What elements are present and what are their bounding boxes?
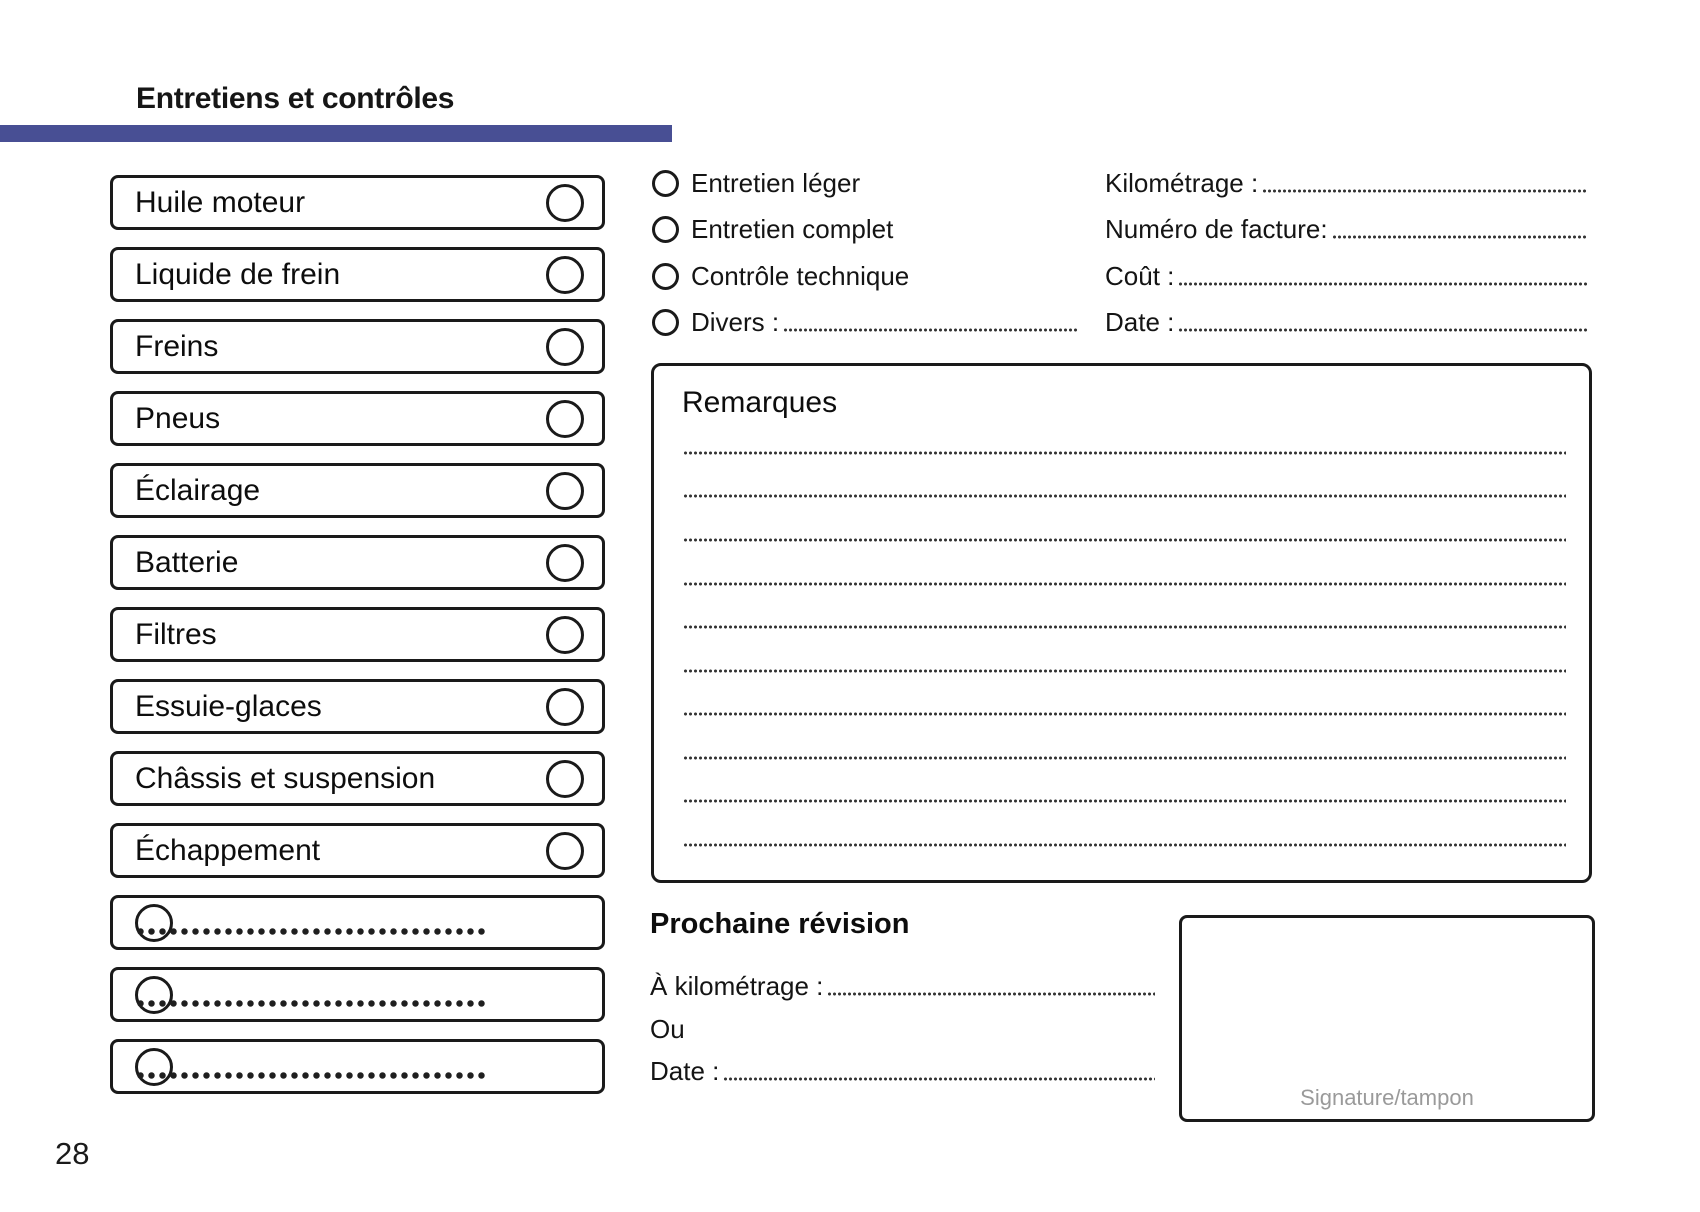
- checklist-item-label: Essuie-glaces: [135, 689, 322, 723]
- field-label: Kilométrage :: [1105, 167, 1259, 198]
- field-row: [1105, 260, 1588, 292]
- radio-circle[interactable]: [652, 309, 679, 336]
- remarks-write-line[interactable]: [683, 582, 1566, 586]
- remarks-write-line[interactable]: [683, 625, 1566, 629]
- service-type-label: Contrôle technique: [691, 260, 910, 291]
- service-type-label: Entretien complet: [691, 213, 894, 244]
- remarks-write-line[interactable]: [683, 451, 1566, 455]
- remarks-box: [651, 363, 1592, 883]
- field-label: Numéro de facture:: [1105, 213, 1328, 244]
- checklist-item-label: Châssis et suspension: [135, 761, 436, 795]
- next-date-write-line[interactable]: [723, 1077, 1155, 1081]
- service-type-row: [652, 260, 1077, 292]
- page-number: 28: [55, 1136, 90, 1171]
- next-service-date-row: [650, 1055, 1155, 1087]
- check-circle[interactable]: [135, 1048, 173, 1086]
- signature-box[interactable]: [1179, 915, 1595, 1122]
- write-in-dots[interactable]: [135, 928, 487, 935]
- page-title: Entretiens et contrôles: [136, 82, 455, 115]
- field-row: [1105, 167, 1588, 199]
- facture-write-line[interactable]: [1332, 235, 1588, 239]
- remarks-write-line[interactable]: [683, 494, 1566, 498]
- field-label: Date :: [1105, 306, 1175, 337]
- checklist-item: [110, 823, 605, 878]
- check-circle[interactable]: [135, 976, 173, 1014]
- remarks-write-line[interactable]: [683, 669, 1566, 673]
- checklist-item: [110, 247, 605, 302]
- checklist-item: [110, 391, 605, 446]
- checklist-item: [110, 175, 605, 230]
- radio-circle[interactable]: [652, 263, 679, 290]
- check-circle[interactable]: [546, 400, 584, 438]
- checklist-item: [110, 463, 605, 518]
- service-type-label: Entretien léger: [691, 167, 861, 198]
- next-service-or-row: [650, 1013, 1155, 1045]
- radio-circle[interactable]: [652, 170, 679, 197]
- check-circle[interactable]: [546, 760, 584, 798]
- checklist-item: [110, 607, 605, 662]
- write-in-dots[interactable]: [135, 1072, 487, 1079]
- signature-label: Signature/tampon: [1300, 1085, 1474, 1110]
- check-circle[interactable]: [546, 688, 584, 726]
- checklist-item-blank: [110, 895, 605, 950]
- checklist-item-label: Batterie: [135, 545, 239, 579]
- next-service-date-label: Date :: [650, 1055, 720, 1086]
- remarks-write-line[interactable]: [683, 712, 1566, 716]
- check-circle[interactable]: [546, 472, 584, 510]
- field-row: [1105, 213, 1588, 245]
- checklist-item-label: Filtres: [135, 617, 217, 651]
- check-circle[interactable]: [135, 904, 173, 942]
- title-accent-bar: [0, 125, 672, 142]
- next-service-or-label: Ou: [650, 1013, 685, 1044]
- checklist-item: [110, 751, 605, 806]
- service-type-row: [652, 213, 1077, 245]
- field-row: [1105, 306, 1588, 338]
- remarks-title: Remarques: [682, 386, 838, 419]
- service-type-label: Divers :: [691, 306, 780, 337]
- checklist-item-label: Échappement: [135, 833, 321, 867]
- check-circle[interactable]: [546, 616, 584, 654]
- service-type-row: [652, 167, 1077, 199]
- checklist-item-label: Éclairage: [135, 473, 261, 507]
- checklist-item-label: Huile moteur: [135, 185, 306, 219]
- checklist-item: [110, 535, 605, 590]
- next-service-km-label: À kilométrage :: [650, 970, 824, 1001]
- check-circle[interactable]: [546, 184, 584, 222]
- next-km-write-line[interactable]: [827, 992, 1155, 996]
- write-in-dots[interactable]: [135, 1000, 487, 1007]
- checklist-item-label: Freins: [135, 329, 219, 363]
- cout-write-line[interactable]: [1178, 282, 1588, 286]
- remarks-write-line[interactable]: [683, 538, 1566, 542]
- checklist-item-blank: [110, 967, 605, 1022]
- remarks-write-line[interactable]: [683, 799, 1566, 803]
- next-service-km-row: [650, 970, 1155, 1002]
- kilometrage-write-line[interactable]: [1262, 189, 1588, 193]
- next-service-title: Prochaine révision: [650, 908, 910, 940]
- check-circle[interactable]: [546, 544, 584, 582]
- remarks-write-line[interactable]: [683, 756, 1566, 760]
- checklist-item-label: Liquide de frein: [135, 257, 341, 291]
- check-circle[interactable]: [546, 328, 584, 366]
- checklist-item-blank: [110, 1039, 605, 1094]
- checklist-item: [110, 679, 605, 734]
- date-write-line[interactable]: [1178, 328, 1588, 332]
- check-circle[interactable]: [546, 832, 584, 870]
- checklist-item: [110, 319, 605, 374]
- service-type-row: [652, 306, 1077, 338]
- divers-write-line[interactable]: [783, 328, 1077, 332]
- remarks-write-line[interactable]: [683, 843, 1566, 847]
- field-label: Coût :: [1105, 260, 1175, 291]
- checklist-item-label: Pneus: [135, 401, 221, 435]
- radio-circle[interactable]: [652, 216, 679, 243]
- check-circle[interactable]: [546, 256, 584, 294]
